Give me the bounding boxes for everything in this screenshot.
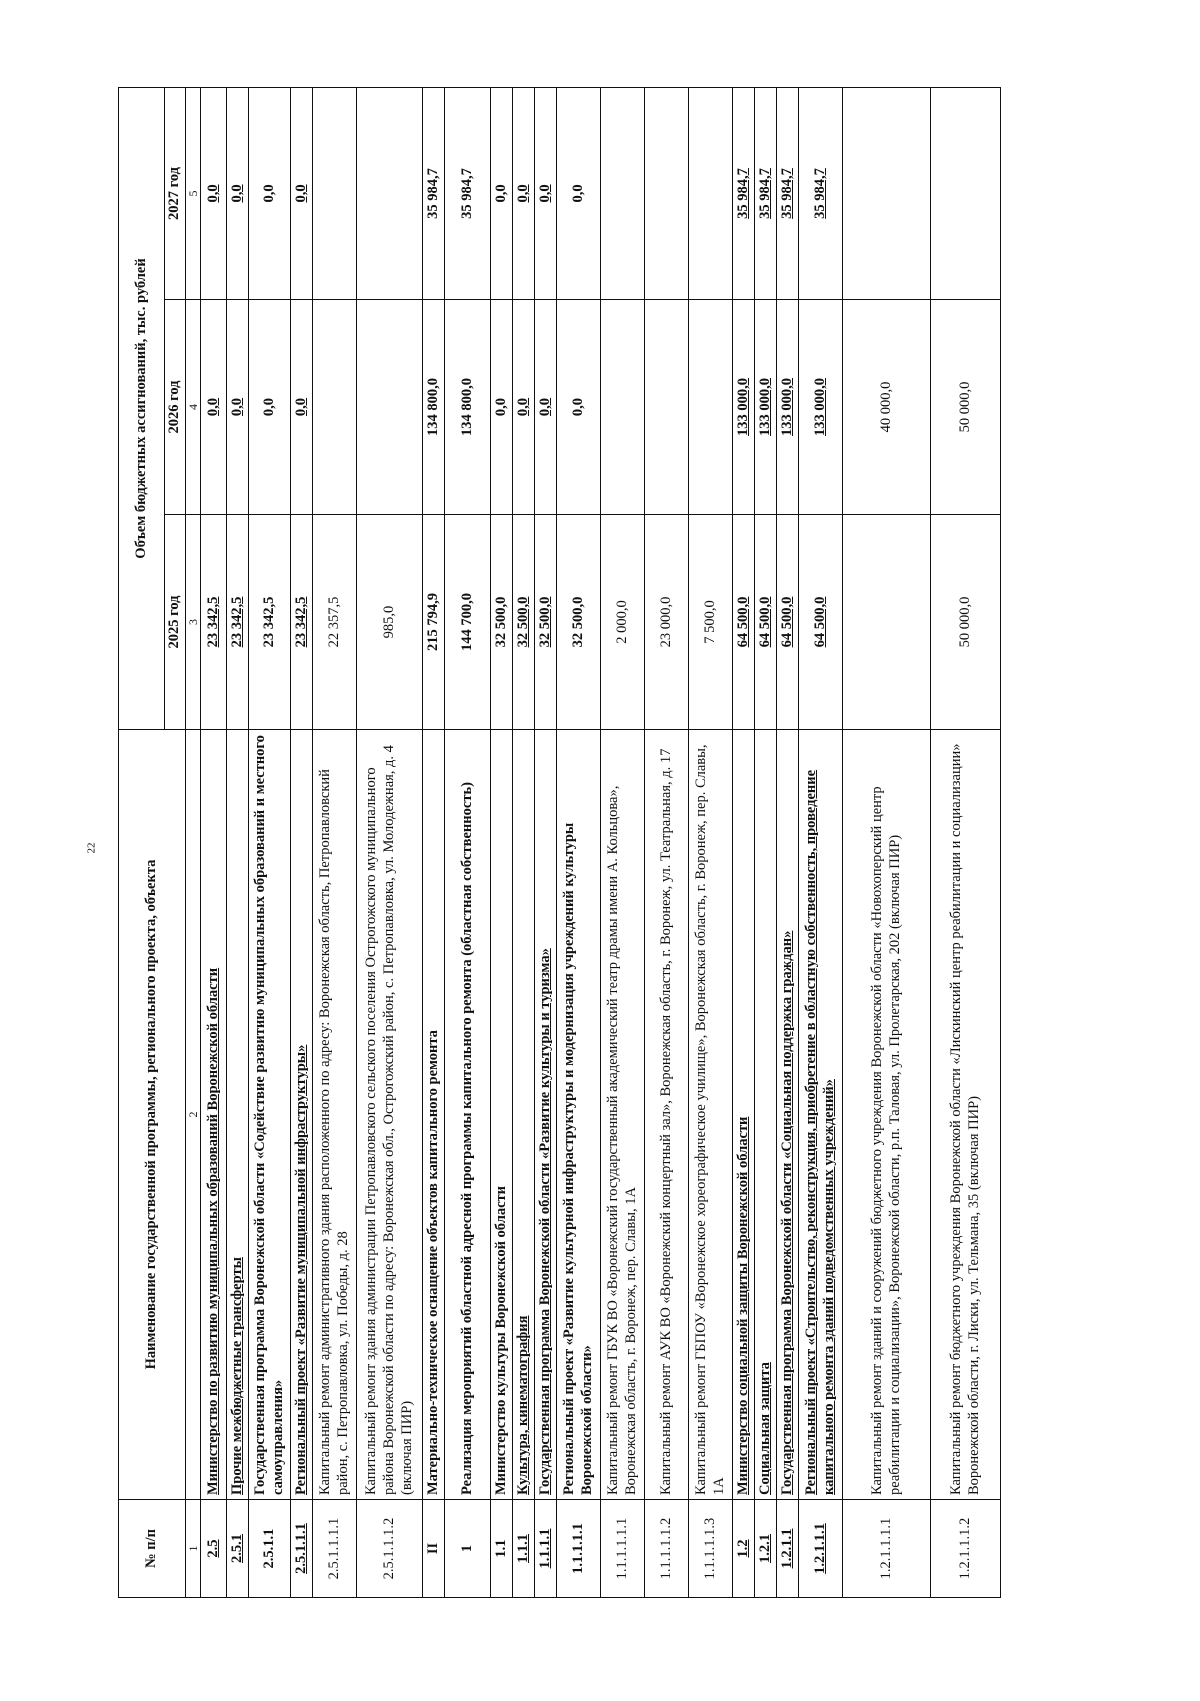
- index-cell: 4: [185, 300, 201, 515]
- value-2027: 0,0: [535, 87, 557, 299]
- value-2025: 32 500,0: [535, 515, 557, 730]
- table-row: [931, 87, 1001, 1597]
- table-row: [755, 87, 777, 1597]
- row-name: Министерство культуры Воронежской области: [491, 730, 513, 1500]
- value-2027: [313, 87, 357, 299]
- table-row: [689, 87, 733, 1597]
- value-2027: 35 984,7: [799, 87, 843, 299]
- index-cell: 1: [185, 1500, 201, 1598]
- page-number: 22: [85, 842, 98, 854]
- budget-table: [118, 87, 1001, 1598]
- row-number: 2.5.1: [227, 1500, 249, 1598]
- value-2026: 134 800,0: [445, 300, 491, 515]
- table-row: [799, 87, 843, 1597]
- row-name: Капитальный ремонт зданий и сооружений бюджетного учреждения Воронежской области «Новохоперский центр реабилитации и социализации», Воронежской области, р.п. Таловая, ул. Пролетарская, 202 (включая ПИР): [843, 730, 931, 1500]
- row-name: Капитальный ремонт АУК ВО «Воронежский концертный зал», Воронежская область, г. Воронеж, ул. Театральная, д. 17: [645, 730, 689, 1500]
- row-number: 1.1.1.1: [535, 1500, 557, 1598]
- row-number: 1.1.1: [513, 1500, 535, 1598]
- value-2027: 35 984,7: [423, 87, 445, 299]
- value-2026: 134 800,0: [423, 300, 445, 515]
- value-2027: 35 984,7: [777, 87, 799, 299]
- table-row: [535, 87, 557, 1597]
- value-2027: 35 984,7: [445, 87, 491, 299]
- row-name: Капитальный ремонт здания администрации Петропавловского сельского поселения Острогожского муниципального района Воронежской области по адресу: Воронежская обл., Острогожский район, с. Петропавловка, ул. Молодежная, д. 4 (включая ПИР): [357, 730, 423, 1500]
- table-row: [733, 87, 755, 1597]
- row-number: 1.2.1.1.1.2: [931, 1500, 1001, 1598]
- table-row: [249, 87, 291, 1597]
- header-2026: 2026 год: [165, 300, 186, 515]
- row-number: 1.1.1.1.1: [557, 1500, 601, 1598]
- value-2025: 64 500,0: [799, 515, 843, 730]
- rotated-table-container: [118, 88, 1118, 1598]
- row-name: Региональный проект «Развитие муниципальной инфраструктуры»: [291, 730, 313, 1500]
- value-2027: 35 984,7: [755, 87, 777, 299]
- value-2025: 144 700,0: [445, 515, 491, 730]
- table-row: [777, 87, 799, 1597]
- row-name: Государственная программа Воронежской области «Содействие развитию муниципальных образований и местного самоуправления»: [249, 730, 291, 1500]
- value-2025: 215 794,9: [423, 515, 445, 730]
- value-2025: 64 500,0: [755, 515, 777, 730]
- row-name: Прочие межбюджетные трансферты: [227, 730, 249, 1500]
- row-number: 1.2.1: [755, 1500, 777, 1598]
- table-row: [513, 87, 535, 1597]
- value-2025: 64 500,0: [733, 515, 755, 730]
- value-2027: 0,0: [227, 87, 249, 299]
- row-name: Материально-техническое оснащение объектов капитального ремонта: [423, 730, 445, 1500]
- table-row: [491, 87, 513, 1597]
- row-name: Государственная программа Воронежской области «Социальная поддержка граждан»: [777, 730, 799, 1500]
- table-row: [357, 87, 423, 1597]
- header-num: № п/п: [119, 1500, 186, 1598]
- value-2027: 0,0: [201, 87, 227, 299]
- value-2027: 0,0: [513, 87, 535, 299]
- table-body: [201, 87, 1001, 1597]
- table-row: [291, 87, 313, 1597]
- table-row: [601, 87, 645, 1597]
- value-2026: [645, 300, 689, 515]
- value-2027: 0,0: [557, 87, 601, 299]
- value-2026: 133 000,0: [799, 300, 843, 515]
- row-number: 2.5.1.1: [249, 1500, 291, 1598]
- table-row: [843, 87, 931, 1597]
- index-cell: 2: [185, 730, 201, 1500]
- value-2025: 2 000,0: [601, 515, 645, 730]
- value-2027: [601, 87, 645, 299]
- row-number: 1.1.1.1.1.2: [645, 1500, 689, 1598]
- row-number: 1.1.1.1.1.3: [689, 1500, 733, 1598]
- value-2027: [931, 87, 1001, 299]
- value-2026: 0,0: [291, 300, 313, 515]
- value-2026: 0,0: [227, 300, 249, 515]
- value-2026: 0,0: [201, 300, 227, 515]
- value-2026: 0,0: [513, 300, 535, 515]
- row-name: Социальная защита: [755, 730, 777, 1500]
- value-2025: 7 500,0: [689, 515, 733, 730]
- row-name: Государственная программа Воронежской области «Развитие культуры и туризма»: [535, 730, 557, 1500]
- row-name: Региональный проект «Строительство, реконструкция, приобретение в областную собственность, проведение капитального ремонта зданий подведомственных учреждений»: [799, 730, 843, 1500]
- table-row: [645, 87, 689, 1597]
- table-row: [227, 87, 249, 1597]
- value-2027: 0,0: [291, 87, 313, 299]
- row-number: 2.5.1.1.1: [291, 1500, 313, 1598]
- row-number: 2.5.1.1.1.2: [357, 1500, 423, 1598]
- value-2025: 32 500,0: [513, 515, 535, 730]
- value-2026: 0,0: [491, 300, 513, 515]
- value-2026: 40 000,0: [843, 300, 931, 515]
- row-name: Реализация мероприятий областной адресной программы капитального ремонта (областная собственность): [445, 730, 491, 1500]
- value-2026: [601, 300, 645, 515]
- index-cell: 3: [185, 515, 201, 730]
- value-2025: [843, 515, 931, 730]
- table-row: [445, 87, 491, 1597]
- value-2025: 22 357,5: [313, 515, 357, 730]
- table-row: [201, 87, 227, 1597]
- table-row: [423, 87, 445, 1597]
- row-name: Министерство по развитию муниципальных образований Воронежской области: [201, 730, 227, 1500]
- row-number: 2.5.1.1.1.1: [313, 1500, 357, 1598]
- value-2026: 0,0: [535, 300, 557, 515]
- value-2026: 133 000,0: [733, 300, 755, 515]
- row-number: 1.2: [733, 1500, 755, 1598]
- value-2025: 23 342,5: [291, 515, 313, 730]
- row-number: 1.2.1.1: [777, 1500, 799, 1598]
- row-number: 1.2.1.1.1: [799, 1500, 843, 1598]
- row-number: 2.5: [201, 1500, 227, 1598]
- row-name: Министерство социальной защиты Воронежской области: [733, 730, 755, 1500]
- header-2027: 2027 год: [165, 87, 186, 299]
- value-2026: 50 000,0: [931, 300, 1001, 515]
- value-2027: [357, 87, 423, 299]
- value-2027: [843, 87, 931, 299]
- value-2025: 23 342,5: [249, 515, 291, 730]
- value-2025: 23 342,5: [201, 515, 227, 730]
- row-number: 1: [445, 1500, 491, 1598]
- row-number: 1.1.1.1.1.1: [601, 1500, 645, 1598]
- header-2025: 2025 год: [165, 515, 186, 730]
- value-2025: 64 500,0: [777, 515, 799, 730]
- row-name: Капитальный ремонт административного здания расположенного по адресу: Воронежская область, Петропавловский район, с. Петропавловка, ул. Победы, д. 28: [313, 730, 357, 1500]
- value-2027: 0,0: [249, 87, 291, 299]
- value-2025: 23 342,5: [227, 515, 249, 730]
- row-name: Капитальный ремонт бюджетного учреждения Воронежской области «Лискинский центр реабилитации и социализации» Воронежской области, г. Лиски, ул. Тельмана, 35 (включая ПИР): [931, 730, 1001, 1500]
- header-name: Наименование государственной программы, регионального проекта, объекта: [119, 730, 186, 1500]
- value-2027: 0,0: [491, 87, 513, 299]
- value-2027: 35 984,7: [733, 87, 755, 299]
- value-2027: [645, 87, 689, 299]
- value-2025: 985,0: [357, 515, 423, 730]
- value-2025: 32 500,0: [557, 515, 601, 730]
- row-name: Региональный проект «Развитие культурной инфраструктуры и модернизация учреждений культуры Воронежской области»: [557, 730, 601, 1500]
- header-volume: Объем бюджетных ассигнований, тыс. рублей: [119, 87, 165, 729]
- index-cell: 5: [185, 87, 201, 299]
- value-2026: 0,0: [249, 300, 291, 515]
- value-2027: [689, 87, 733, 299]
- row-name: Капитальный ремонт ГБУК ВО «Воронежский государственный академический театр драмы имени А. Кольцова», Воронежская область, г. Воронеж, пер. Славы, 1А: [601, 730, 645, 1500]
- value-2026: [313, 300, 357, 515]
- value-2026: [689, 300, 733, 515]
- value-2025: 23 000,0: [645, 515, 689, 730]
- table-row: [557, 87, 601, 1597]
- value-2025: 50 000,0: [931, 515, 1001, 730]
- value-2026: 133 000,0: [777, 300, 799, 515]
- row-name: Капитальный ремонт ГБПОУ «Воронежское хореографическое училище», Воронежская область, г. Воронеж, пер. Славы, 1А: [689, 730, 733, 1500]
- row-number: 1.1: [491, 1500, 513, 1598]
- value-2026: 0,0: [557, 300, 601, 515]
- value-2026: [357, 300, 423, 515]
- row-name: Культура, кинематография: [513, 730, 535, 1500]
- row-number: 1.2.1.1.1.1: [843, 1500, 931, 1598]
- value-2026: 133 000,0: [755, 300, 777, 515]
- value-2025: 32 500,0: [491, 515, 513, 730]
- row-number: II: [423, 1500, 445, 1598]
- table-row: [313, 87, 357, 1597]
